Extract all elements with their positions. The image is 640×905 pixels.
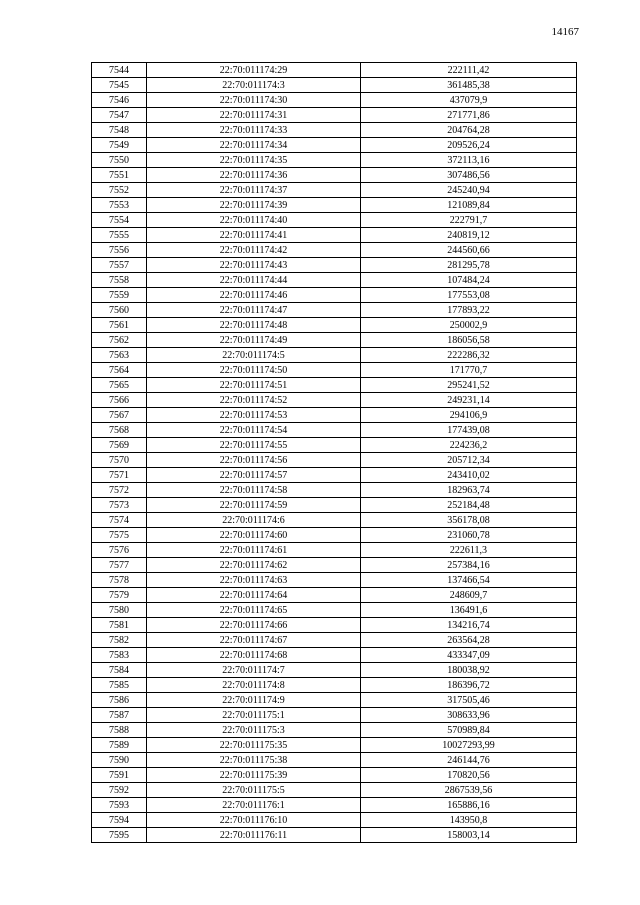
cadastral-number-cell: 22:70:011176:11 [147, 828, 361, 843]
cadastral-number-cell: 22:70:011174:29 [147, 63, 361, 78]
table-row [92, 663, 577, 678]
table-row [92, 273, 577, 288]
row-number-cell: 7594 [92, 813, 147, 828]
table-row [92, 603, 577, 618]
cadastral-number-cell: 22:70:011174:36 [147, 168, 361, 183]
value-cell: 250002,9 [361, 318, 577, 333]
table-row [92, 693, 577, 708]
cadastral-number-cell: 22:70:011175:39 [147, 768, 361, 783]
row-number-cell: 7548 [92, 123, 147, 138]
row-number-cell: 7562 [92, 333, 147, 348]
value-cell: 177893,22 [361, 303, 577, 318]
cadastral-number-cell: 22:70:011174:41 [147, 228, 361, 243]
value-cell: 222611,3 [361, 543, 577, 558]
cadastral-number-cell: 22:70:011174:67 [147, 633, 361, 648]
value-cell: 271771,86 [361, 108, 577, 123]
cadastral-number-cell: 22:70:011174:44 [147, 273, 361, 288]
cadastral-value-table [91, 62, 577, 843]
table-row [92, 228, 577, 243]
row-number-cell: 7560 [92, 303, 147, 318]
value-cell: 356178,08 [361, 513, 577, 528]
table-row [92, 168, 577, 183]
row-number-cell: 7553 [92, 198, 147, 213]
row-number-cell: 7586 [92, 693, 147, 708]
table-row [92, 573, 577, 588]
cadastral-number-cell: 22:70:011174:31 [147, 108, 361, 123]
row-number-cell: 7544 [92, 63, 147, 78]
value-cell: 308633,96 [361, 708, 577, 723]
value-cell: 244560,66 [361, 243, 577, 258]
table-row [92, 183, 577, 198]
value-cell: 433347,09 [361, 648, 577, 663]
value-cell: 248609,7 [361, 588, 577, 603]
table-row [92, 288, 577, 303]
row-number-cell: 7550 [92, 153, 147, 168]
row-number-cell: 7567 [92, 408, 147, 423]
value-cell: 121089,84 [361, 198, 577, 213]
value-cell: 245240,94 [361, 183, 577, 198]
cadastral-number-cell: 22:70:011174:63 [147, 573, 361, 588]
value-cell: 243410,02 [361, 468, 577, 483]
table-row [92, 303, 577, 318]
table-row [92, 348, 577, 363]
table-row [92, 483, 577, 498]
value-cell: 222286,32 [361, 348, 577, 363]
row-number-cell: 7552 [92, 183, 147, 198]
table-row [92, 543, 577, 558]
cadastral-number-cell: 22:70:011174:56 [147, 453, 361, 468]
cadastral-number-cell: 22:70:011174:57 [147, 468, 361, 483]
table-row [92, 318, 577, 333]
cadastral-number-cell: 22:70:011176:1 [147, 798, 361, 813]
cadastral-number-cell: 22:70:011174:60 [147, 528, 361, 543]
table-row [92, 453, 577, 468]
value-cell: 257384,16 [361, 558, 577, 573]
row-number-cell: 7595 [92, 828, 147, 843]
table-row [92, 768, 577, 783]
table-row [92, 678, 577, 693]
value-cell: 136491,6 [361, 603, 577, 618]
row-number-cell: 7585 [92, 678, 147, 693]
cadastral-number-cell: 22:70:011174:9 [147, 693, 361, 708]
table-row [92, 633, 577, 648]
value-cell: 209526,24 [361, 138, 577, 153]
cadastral-number-cell: 22:70:011175:38 [147, 753, 361, 768]
value-cell: 307486,56 [361, 168, 577, 183]
table-row [92, 423, 577, 438]
table-row [92, 198, 577, 213]
table-row [92, 498, 577, 513]
row-number-cell: 7583 [92, 648, 147, 663]
row-number-cell: 7579 [92, 588, 147, 603]
row-number-cell: 7551 [92, 168, 147, 183]
value-cell: 137466,54 [361, 573, 577, 588]
value-cell: 246144,76 [361, 753, 577, 768]
cadastral-number-cell: 22:70:011174:54 [147, 423, 361, 438]
table-row [92, 213, 577, 228]
cadastral-number-cell: 22:70:011174:55 [147, 438, 361, 453]
table-row [92, 123, 577, 138]
table-row [92, 108, 577, 123]
row-number-cell: 7576 [92, 543, 147, 558]
cadastral-number-cell: 22:70:011174:30 [147, 93, 361, 108]
cadastral-number-cell: 22:70:011174:47 [147, 303, 361, 318]
cadastral-number-cell: 22:70:011174:35 [147, 153, 361, 168]
cadastral-number-cell: 22:70:011174:43 [147, 258, 361, 273]
page-number: 14167 [551, 26, 579, 38]
cadastral-number-cell: 22:70:011176:10 [147, 813, 361, 828]
cadastral-number-cell: 22:70:011175:1 [147, 708, 361, 723]
value-cell: 240819,12 [361, 228, 577, 243]
value-cell: 222111,42 [361, 63, 577, 78]
cadastral-number-cell: 22:70:011174:66 [147, 618, 361, 633]
row-number-cell: 7555 [92, 228, 147, 243]
table-row [92, 93, 577, 108]
row-number-cell: 7581 [92, 618, 147, 633]
row-number-cell: 7556 [92, 243, 147, 258]
table-row [92, 618, 577, 633]
value-cell: 252184,48 [361, 498, 577, 513]
row-number-cell: 7584 [92, 663, 147, 678]
row-number-cell: 7571 [92, 468, 147, 483]
value-cell: 182963,74 [361, 483, 577, 498]
table-row [92, 798, 577, 813]
table-row [92, 63, 577, 78]
row-number-cell: 7554 [92, 213, 147, 228]
value-cell: 249231,14 [361, 393, 577, 408]
cadastral-number-cell: 22:70:011174:68 [147, 648, 361, 663]
table-row [92, 408, 577, 423]
row-number-cell: 7564 [92, 363, 147, 378]
cadastral-number-cell: 22:70:011174:33 [147, 123, 361, 138]
row-number-cell: 7591 [92, 768, 147, 783]
table-row [92, 783, 577, 798]
row-number-cell: 7582 [92, 633, 147, 648]
value-cell: 180038,92 [361, 663, 577, 678]
value-cell: 570989,84 [361, 723, 577, 738]
row-number-cell: 7568 [92, 423, 147, 438]
row-number-cell: 7572 [92, 483, 147, 498]
row-number-cell: 7589 [92, 738, 147, 753]
table-row [92, 393, 577, 408]
value-cell: 158003,14 [361, 828, 577, 843]
cadastral-number-cell: 22:70:011175:3 [147, 723, 361, 738]
cadastral-number-cell: 22:70:011174:48 [147, 318, 361, 333]
cadastral-number-cell: 22:70:011174:37 [147, 183, 361, 198]
value-cell: 177553,08 [361, 288, 577, 303]
table-row [92, 753, 577, 768]
cadastral-number-cell: 22:70:011174:8 [147, 678, 361, 693]
value-cell: 294106,9 [361, 408, 577, 423]
row-number-cell: 7549 [92, 138, 147, 153]
table-row [92, 363, 577, 378]
cadastral-number-cell: 22:70:011175:5 [147, 783, 361, 798]
value-cell: 263564,28 [361, 633, 577, 648]
value-cell: 171770,7 [361, 363, 577, 378]
row-number-cell: 7569 [92, 438, 147, 453]
table-row [92, 138, 577, 153]
row-number-cell: 7588 [92, 723, 147, 738]
cadastral-number-cell: 22:70:011174:53 [147, 408, 361, 423]
table-row [92, 813, 577, 828]
table-row [92, 243, 577, 258]
row-number-cell: 7573 [92, 498, 147, 513]
value-cell: 177439,08 [361, 423, 577, 438]
row-number-cell: 7565 [92, 378, 147, 393]
row-number-cell: 7575 [92, 528, 147, 543]
value-cell: 143950,8 [361, 813, 577, 828]
value-cell: 165886,16 [361, 798, 577, 813]
cadastral-number-cell: 22:70:011174:58 [147, 483, 361, 498]
table-row [92, 588, 577, 603]
cadastral-number-cell: 22:70:011174:65 [147, 603, 361, 618]
cadastral-number-cell: 22:70:011174:49 [147, 333, 361, 348]
value-cell: 186056,58 [361, 333, 577, 348]
cadastral-number-cell: 22:70:011174:51 [147, 378, 361, 393]
row-number-cell: 7590 [92, 753, 147, 768]
row-number-cell: 7574 [92, 513, 147, 528]
cadastral-number-cell: 22:70:011174:42 [147, 243, 361, 258]
table-row [92, 153, 577, 168]
row-number-cell: 7570 [92, 453, 147, 468]
table-row [92, 708, 577, 723]
row-number-cell: 7563 [92, 348, 147, 363]
table-body [92, 63, 577, 843]
row-number-cell: 7577 [92, 558, 147, 573]
row-number-cell: 7557 [92, 258, 147, 273]
row-number-cell: 7580 [92, 603, 147, 618]
cadastral-number-cell: 22:70:011174:46 [147, 288, 361, 303]
value-cell: 372113,16 [361, 153, 577, 168]
table-row [92, 78, 577, 93]
cadastral-number-cell: 22:70:011174:5 [147, 348, 361, 363]
row-number-cell: 7561 [92, 318, 147, 333]
row-number-cell: 7587 [92, 708, 147, 723]
cadastral-number-cell: 22:70:011174:7 [147, 663, 361, 678]
value-cell: 205712,34 [361, 453, 577, 468]
row-number-cell: 7547 [92, 108, 147, 123]
table-row [92, 468, 577, 483]
value-cell: 295241,52 [361, 378, 577, 393]
value-cell: 204764,28 [361, 123, 577, 138]
table-row [92, 333, 577, 348]
value-cell: 222791,7 [361, 213, 577, 228]
value-cell: 361485,38 [361, 78, 577, 93]
row-number-cell: 7559 [92, 288, 147, 303]
row-number-cell: 7592 [92, 783, 147, 798]
table-row [92, 528, 577, 543]
value-cell: 437079,9 [361, 93, 577, 108]
table-row [92, 738, 577, 753]
value-cell: 10027293,99 [361, 738, 577, 753]
row-number-cell: 7566 [92, 393, 147, 408]
cadastral-number-cell: 22:70:011174:52 [147, 393, 361, 408]
table-row [92, 513, 577, 528]
value-cell: 317505,46 [361, 693, 577, 708]
table-row [92, 648, 577, 663]
cadastral-number-cell: 22:70:011174:39 [147, 198, 361, 213]
cadastral-number-cell: 22:70:011174:62 [147, 558, 361, 573]
table-row [92, 258, 577, 273]
value-cell: 2867539,56 [361, 783, 577, 798]
cadastral-number-cell: 22:70:011174:40 [147, 213, 361, 228]
row-number-cell: 7545 [92, 78, 147, 93]
cadastral-number-cell: 22:70:011174:61 [147, 543, 361, 558]
row-number-cell: 7546 [92, 93, 147, 108]
table-row [92, 723, 577, 738]
cadastral-number-cell: 22:70:011174:6 [147, 513, 361, 528]
value-cell: 186396,72 [361, 678, 577, 693]
cadastral-number-cell: 22:70:011174:50 [147, 363, 361, 378]
value-cell: 231060,78 [361, 528, 577, 543]
cadastral-number-cell: 22:70:011174:64 [147, 588, 361, 603]
table-row [92, 558, 577, 573]
table-row [92, 378, 577, 393]
value-cell: 134216,74 [361, 618, 577, 633]
value-cell: 107484,24 [361, 273, 577, 288]
value-cell: 281295,78 [361, 258, 577, 273]
value-cell: 170820,56 [361, 768, 577, 783]
row-number-cell: 7593 [92, 798, 147, 813]
table-row [92, 828, 577, 843]
cadastral-number-cell: 22:70:011174:34 [147, 138, 361, 153]
value-cell: 224236,2 [361, 438, 577, 453]
cadastral-number-cell: 22:70:011174:3 [147, 78, 361, 93]
row-number-cell: 7578 [92, 573, 147, 588]
cadastral-number-cell: 22:70:011174:59 [147, 498, 361, 513]
table-row [92, 438, 577, 453]
row-number-cell: 7558 [92, 273, 147, 288]
cadastral-number-cell: 22:70:011175:35 [147, 738, 361, 753]
